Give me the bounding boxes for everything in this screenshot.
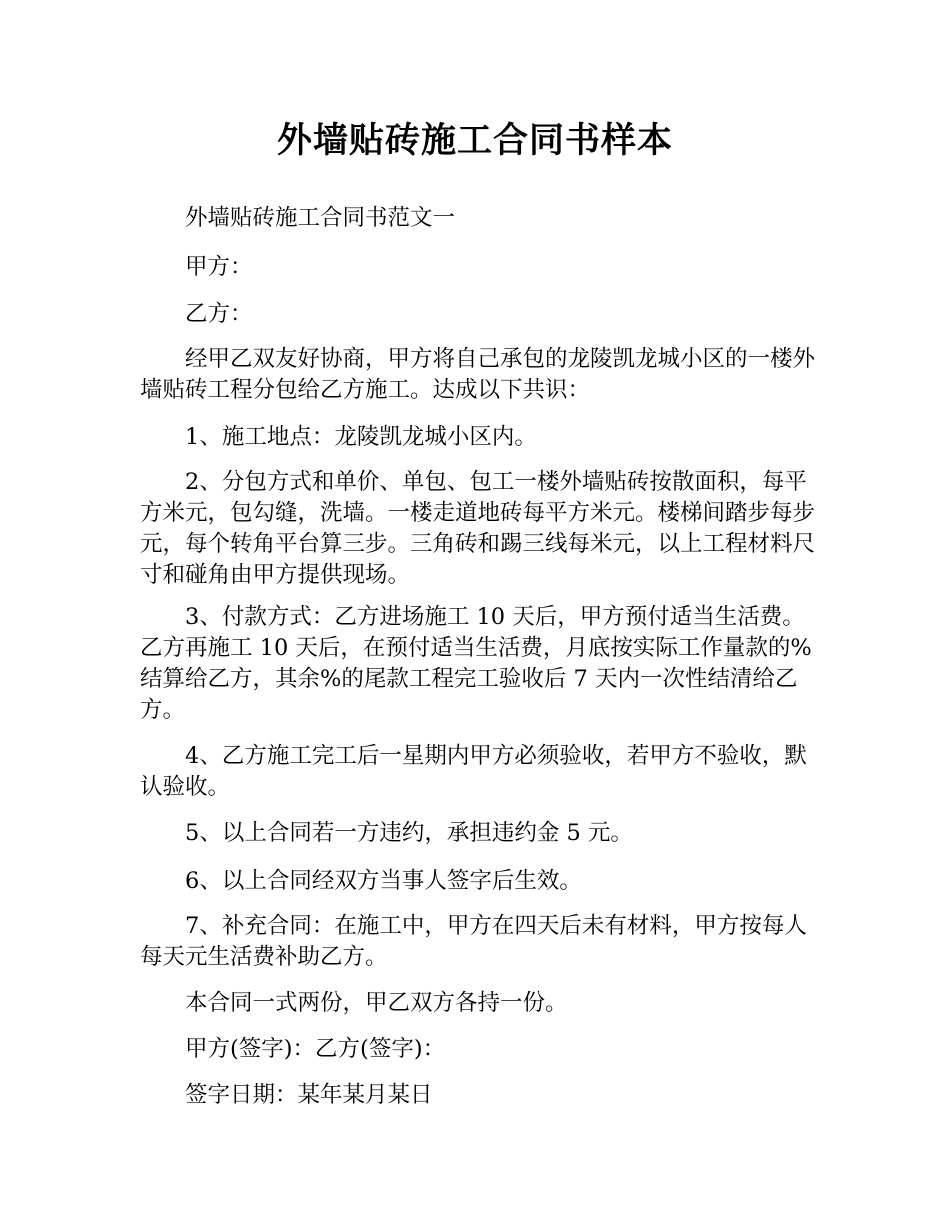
- paragraph-subtitle: 外墙贴砖施工合同书范文一: [185, 205, 456, 231]
- paragraph-preamble: 经甲乙双友好协商，甲方将自己承包的龙陵凯龙城小区的一楼外墙贴砖工程分包给乙方施工。达成以下共识：: [140, 346, 816, 403]
- paragraph-clause-4: 4、乙方施工完工后一星期内甲方必须验收，若甲方不验收，默认验收。: [140, 743, 807, 800]
- paragraph-clause-1: 1、施工地点：龙陵凯龙城小区内。: [185, 424, 537, 450]
- paragraph-party-a: 甲方：: [185, 254, 253, 280]
- paragraph-clause-2: 2、分包方式和单价、单包、包工一楼外墙贴砖按散面积，每平方米元，包勾缝，洗墙。一楼走道地砖每平方米元。楼梯间踏步每步元，每个转角平台算三步。三角砖和踢三线每米元，以上工程材料尺寸和碰角由甲方提供现场。: [140, 469, 816, 588]
- document-title: 外墙贴砖施工合同书样本: [276, 121, 673, 161]
- paragraph-clause-5: 5、以上合同若一方违约，承担违约金 5 元。: [185, 820, 633, 846]
- paragraph-clause-3: 3、付款方式：乙方进场施工 10 天后，甲方预付适当生活费。乙方再施工 10 天后，在预付适当生活费，月底按实际工作量款的%结算给乙方，其余%的尾款工程完工验收后 7 天内一次性结清给乙方。: [140, 604, 812, 723]
- paragraph-copies: 本合同一式两份，甲乙双方各持一份。: [185, 990, 568, 1016]
- paragraph-clause-7: 7、补充合同：在施工中，甲方在四天后未有材料，甲方按每人每天元生活费补助乙方。: [140, 913, 807, 970]
- paragraph-signatures: 甲方(签字)：乙方(签字)：: [185, 1036, 446, 1062]
- paragraph-clause-6: 6、以上合同经双方当事人签字后生效。: [185, 868, 582, 894]
- paragraph-party-b: 乙方：: [185, 301, 253, 327]
- paragraph-sign-date: 签字日期：某年某月某日: [185, 1082, 433, 1108]
